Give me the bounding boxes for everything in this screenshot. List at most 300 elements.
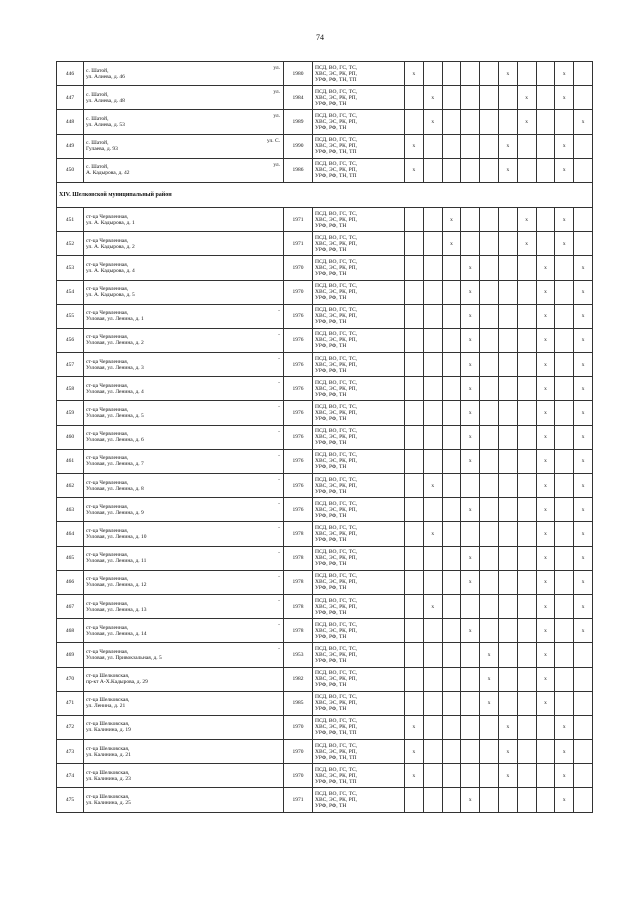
period-mark-cell [480, 86, 499, 110]
period-mark: x [468, 627, 472, 634]
address-cell [84, 232, 284, 256]
period-mark: x [562, 724, 566, 731]
period-mark-cell [574, 256, 593, 280]
address-cell [84, 667, 284, 691]
section-title: XIV. Шелковской муниципальный район [57, 182, 593, 207]
period-mark-cell [574, 788, 593, 812]
period-mark-cell [574, 377, 593, 401]
period-mark-cell [536, 546, 555, 570]
work-code-line: ПСД, ВО, ГС, ТС, [315, 234, 358, 241]
address-cell [84, 158, 284, 182]
period-mark-cell [423, 619, 442, 643]
year-built: 1980 [284, 62, 313, 86]
address-line-1: ст-ца Червленная, [86, 213, 129, 220]
row-number: 460 [57, 425, 84, 449]
section-header-row [57, 182, 593, 207]
period-mark-cell [498, 328, 517, 352]
work-code-line: ХВС, ЭС, РК, РП, [315, 651, 357, 658]
work-code-line: ХВС, ЭС, РК, РП, [315, 748, 357, 755]
address-line-2: пр-кт А-Х.Кадырова, д. 29 [86, 679, 148, 686]
work-code-line: УРФ, РФ, ТН [315, 657, 347, 664]
address-line-2: ул. А. Кадырова, д. 1 [86, 219, 135, 226]
period-mark-cell [480, 377, 499, 401]
year-built: 1976 [284, 328, 313, 352]
period-mark-cell [517, 764, 536, 788]
work-code-line: ХВС, ЭС, РК, РП, [315, 94, 357, 101]
period-mark-cell [442, 594, 461, 618]
period-mark-cell [517, 86, 536, 110]
period-mark-cell [423, 207, 442, 231]
period-mark-cell [536, 232, 555, 256]
period-mark: x [562, 70, 566, 77]
period-mark: x [581, 458, 585, 465]
period-mark-cell [574, 691, 593, 715]
period-mark-cell [480, 498, 499, 522]
work-code-line: УРФ, РФ, ТН [315, 464, 347, 471]
period-mark: x [450, 240, 453, 247]
address-suffix: ул. [273, 65, 280, 71]
row-number: 452 [57, 232, 84, 256]
period-mark-cell [405, 715, 424, 739]
period-mark-cell [498, 764, 517, 788]
work-code-line: ПСД, ВО, ГС, ТС, [315, 404, 358, 411]
period-mark-cell [480, 232, 499, 256]
row-number: 446 [57, 62, 84, 86]
period-mark: x [525, 216, 529, 223]
work-code-line: ХВС, ЭС, РК, РП, [315, 555, 357, 562]
period-mark-cell [574, 232, 593, 256]
row-number: 455 [57, 304, 84, 328]
year-built: 1978 [284, 522, 313, 546]
period-mark-cell [517, 304, 536, 328]
period-mark-cell [517, 134, 536, 158]
row-number: 464 [57, 522, 84, 546]
row-number: 461 [57, 449, 84, 473]
period-mark-cell [536, 498, 555, 522]
period-mark: x [468, 458, 472, 465]
period-mark-cell [423, 667, 442, 691]
period-mark-cell [498, 522, 517, 546]
period-mark-cell [442, 328, 461, 352]
period-mark-cell [555, 474, 574, 498]
work-codes [313, 207, 405, 231]
period-mark-cell [555, 740, 574, 764]
work-codes [313, 328, 405, 352]
address-line-1: ст-ца Червленная, [86, 237, 129, 244]
period-mark-cell [442, 788, 461, 812]
period-mark-cell [442, 207, 461, 231]
period-mark-cell [442, 353, 461, 377]
row-number: 463 [57, 498, 84, 522]
work-codes [313, 498, 405, 522]
address-line-1: ст-ца Червленная, [86, 334, 129, 341]
period-mark-cell [555, 280, 574, 304]
period-mark: x [581, 482, 585, 489]
work-code-line: УРФ, РФ, ТН [315, 561, 347, 568]
address-line-1: ст-ца Червленная, [86, 358, 129, 365]
work-codes [313, 62, 405, 86]
period-mark: x [506, 748, 510, 755]
period-mark-cell [517, 328, 536, 352]
table-row [57, 304, 593, 328]
period-mark-cell [536, 62, 555, 86]
period-mark-cell [461, 110, 480, 134]
address-line-1: ст-ца Червленная, [86, 286, 129, 293]
address-line-2: ул. Калинина, д. 25 [86, 800, 131, 807]
year-built: 1986 [284, 158, 313, 182]
work-code-line: ХВС, ЭС, РК, РП, [315, 361, 357, 368]
address-cell [84, 474, 284, 498]
work-codes [313, 764, 405, 788]
work-code-line: ХВС, ЭС, РК, РП, [315, 458, 357, 465]
address-suffix: - [278, 646, 280, 653]
period-mark-cell [405, 134, 424, 158]
period-mark-cell [555, 134, 574, 158]
address-suffix: ул. [273, 89, 280, 96]
address-line-1: ст-ца Червленная, [86, 310, 129, 317]
period-mark-cell [405, 546, 424, 570]
period-mark-cell [498, 134, 517, 158]
period-mark-cell [480, 280, 499, 304]
period-mark: x [506, 143, 510, 150]
work-code-line: УРФ, РФ, ТН [315, 803, 347, 810]
period-mark-cell [498, 788, 517, 812]
work-code-line: ХВС, ЭС, РК, РП, [315, 627, 357, 634]
address-cell [84, 619, 284, 643]
row-number: 457 [57, 353, 84, 377]
period-mark-cell [423, 788, 442, 812]
period-mark-cell [555, 764, 574, 788]
table-body-bottom [57, 207, 593, 812]
page-number: 74 [316, 33, 324, 42]
year-built: 1976 [284, 474, 313, 498]
period-mark-cell [574, 280, 593, 304]
work-code-line: ХВС, ЭС, РК, РП, [315, 216, 357, 223]
period-mark-cell [480, 474, 499, 498]
period-mark-cell [536, 449, 555, 473]
period-mark: x [412, 748, 416, 755]
table-row [57, 667, 593, 691]
work-code-line: ХВС, ЭС, РК, РП, [315, 603, 357, 610]
address-line-2: ул. Калинина, д. 19 [86, 727, 131, 734]
work-code-line: УРФ, РФ, ТН [315, 488, 347, 495]
period-mark-cell [442, 691, 461, 715]
work-code-line: ХВС, ЭС, РК, РП, [315, 506, 357, 513]
address-suffix: - [278, 501, 280, 508]
table-row [57, 498, 593, 522]
period-mark-cell [442, 474, 461, 498]
work-code-line: ХВС, ЭС, РК, РП, [315, 70, 357, 77]
work-codes [313, 425, 405, 449]
work-code-line: УРФ, РФ, ТН [315, 633, 347, 640]
address-line-2: ул. Алиева, д. 46 [86, 73, 125, 80]
work-codes [313, 86, 405, 110]
period-mark-cell [574, 207, 593, 231]
work-code-line: ХВС, ЭС, РК, РП, [315, 530, 357, 537]
period-mark-cell [423, 498, 442, 522]
period-mark-cell [423, 62, 442, 86]
row-number: 459 [57, 401, 84, 425]
period-mark-cell [423, 570, 442, 594]
period-mark: x [506, 70, 510, 77]
year-built: 1976 [284, 401, 313, 425]
period-mark: x [412, 772, 416, 779]
period-mark-cell [517, 667, 536, 691]
address-cell [84, 401, 284, 425]
work-code-line: ХВС, ЭС, РК, РП, [315, 289, 357, 296]
address-line-2: Узловая, ул. Ленина, д. 8 [86, 485, 144, 492]
address-suffix: - [278, 356, 280, 363]
period-mark-cell [536, 425, 555, 449]
period-mark: x [581, 264, 585, 271]
period-mark: x [431, 94, 435, 101]
period-mark-cell [423, 110, 442, 134]
period-mark-cell [480, 449, 499, 473]
year-built: 1989 [284, 110, 313, 134]
row-number: 454 [57, 280, 84, 304]
year-built: 1982 [284, 667, 313, 691]
work-code-line: УРФ, РФ, ТН, ТП [315, 754, 357, 761]
work-code-line: ХВС, ЭС, РК, РП, [315, 385, 357, 392]
period-mark-cell [461, 328, 480, 352]
period-mark-cell [574, 619, 593, 643]
row-number: 456 [57, 328, 84, 352]
period-mark-cell [423, 594, 442, 618]
address-line-2: Узловая, ул. Ленина, д. 3 [86, 364, 144, 371]
period-mark: x [431, 530, 435, 537]
period-mark-cell [442, 280, 461, 304]
work-code-line: УРФ, РФ, ТН [315, 585, 347, 592]
period-mark-cell [536, 740, 555, 764]
period-mark-cell [423, 86, 442, 110]
table-row [57, 740, 593, 764]
period-mark: x [468, 264, 472, 271]
period-mark-cell [517, 594, 536, 618]
period-mark-cell [498, 546, 517, 570]
work-code-line: ПСД, ВО, ГС, ТС, [315, 88, 358, 95]
period-mark-cell [405, 328, 424, 352]
work-code-line: ХВС, ЭС, РК, РП, [315, 700, 357, 707]
address-suffix: - [278, 380, 280, 387]
period-mark: x [581, 410, 585, 417]
address-line-1: ст-ца Шелковская, [86, 794, 130, 801]
period-mark-cell [498, 304, 517, 328]
period-mark-cell [442, 232, 461, 256]
period-mark-cell [555, 328, 574, 352]
period-mark-cell [423, 425, 442, 449]
period-mark-cell [555, 570, 574, 594]
period-mark-cell [423, 304, 442, 328]
work-code-line: ПСД, ВО, ГС, ТС, [315, 307, 358, 314]
period-mark-cell [461, 207, 480, 231]
table-row [57, 788, 593, 812]
work-code-line: УРФ, РФ, ТН [315, 609, 347, 616]
period-mark-cell [461, 474, 480, 498]
period-mark-cell [423, 280, 442, 304]
period-mark: x [544, 410, 547, 417]
address-cell [84, 788, 284, 812]
period-mark: x [544, 651, 547, 658]
work-codes [313, 546, 405, 570]
period-mark-cell [480, 619, 499, 643]
period-mark-cell [461, 158, 480, 182]
period-mark: x [468, 337, 472, 344]
period-mark-cell [574, 474, 593, 498]
year-built: 1970 [284, 740, 313, 764]
period-mark-cell [480, 667, 499, 691]
period-mark-cell [536, 522, 555, 546]
work-code-line: УРФ, РФ, ТН [315, 512, 347, 519]
period-mark-cell [405, 110, 424, 134]
period-mark: x [544, 579, 547, 586]
period-mark-cell [405, 667, 424, 691]
address-suffix: - [278, 404, 280, 411]
work-codes [313, 643, 405, 667]
work-code-line: ХВС, ЭС, РК, РП, [315, 313, 357, 320]
period-mark-cell [555, 425, 574, 449]
period-mark-cell [498, 643, 517, 667]
work-code-line: УРФ, РФ, ТН, ТП [315, 149, 357, 156]
period-mark-cell [480, 522, 499, 546]
work-codes [313, 304, 405, 328]
address-cell [84, 643, 284, 667]
period-mark-cell [536, 353, 555, 377]
period-mark: x [412, 143, 416, 150]
period-mark: x [581, 530, 585, 537]
address-cell [84, 522, 284, 546]
period-mark-cell [442, 86, 461, 110]
work-code-line: ПСД, ВО, ГС, ТС, [315, 524, 358, 531]
work-code-line: ХВС, ЭС, РК, РП, [315, 410, 357, 417]
work-code-line: УРФ, РФ, ТН [315, 295, 347, 302]
address-line-2: ул. А. Кадырова, д. 5 [86, 292, 135, 299]
period-mark-cell [536, 691, 555, 715]
period-mark-cell [423, 764, 442, 788]
period-mark-cell [423, 377, 442, 401]
period-mark-cell [461, 546, 480, 570]
period-mark-cell [405, 353, 424, 377]
work-code-line: УРФ, РФ, ТН, ТП [315, 173, 357, 180]
period-mark-cell [423, 691, 442, 715]
work-code-line: ПСД, ВО, ГС, ТС, [315, 428, 358, 435]
period-mark-cell [405, 740, 424, 764]
work-code-line: ХВС, ЭС, РК, РП, [315, 143, 357, 150]
work-code-line: ХВС, ЭС, РК, РП, [315, 482, 357, 489]
address-cell [84, 691, 284, 715]
work-codes [313, 280, 405, 304]
work-code-line: УРФ, РФ, ТН [315, 367, 347, 374]
period-mark-cell [555, 498, 574, 522]
address-line-1: ст-ца Шелковская, [86, 697, 130, 704]
work-code-line: ПСД, ВО, ГС, ТС, [315, 694, 358, 701]
year-built: 1978 [284, 546, 313, 570]
period-mark: x [487, 676, 491, 683]
period-mark-cell [461, 62, 480, 86]
period-mark-cell [498, 62, 517, 86]
period-mark: x [544, 676, 547, 683]
period-mark: x [544, 385, 547, 392]
period-mark-cell [536, 86, 555, 110]
period-mark-cell [517, 498, 536, 522]
period-mark-cell [461, 498, 480, 522]
address-line-1: ст-ца Червленная, [86, 479, 129, 486]
period-mark-cell [555, 788, 574, 812]
address-line-1: ст-ца Шелковская, [86, 745, 130, 752]
period-mark-cell [405, 425, 424, 449]
address-suffix: - [278, 549, 280, 556]
period-mark-cell [555, 256, 574, 280]
table-row [57, 619, 593, 643]
section-header-group [57, 182, 593, 207]
row-number: 453 [57, 256, 84, 280]
period-mark-cell [442, 715, 461, 739]
work-codes [313, 353, 405, 377]
period-mark-cell [574, 594, 593, 618]
period-mark-cell [423, 158, 442, 182]
period-mark-cell [555, 691, 574, 715]
table-row [57, 280, 593, 304]
address-line-2: Узловая, ул. Ленина, д. 5 [86, 413, 144, 420]
period-mark-cell [480, 256, 499, 280]
period-mark-cell [555, 110, 574, 134]
period-mark-cell [536, 619, 555, 643]
work-code-line: УРФ, РФ, ТН [315, 682, 347, 689]
period-mark-cell [536, 256, 555, 280]
period-mark: x [544, 700, 547, 707]
period-mark-cell [498, 594, 517, 618]
period-mark-cell [555, 667, 574, 691]
address-cell [84, 546, 284, 570]
period-mark: x [431, 603, 435, 610]
address-suffix: - [278, 597, 280, 604]
work-code-line: ПСД, ВО, ГС, ТС, [315, 670, 358, 677]
period-mark-cell [536, 304, 555, 328]
table-row [57, 256, 593, 280]
row-number: 472 [57, 715, 84, 739]
period-mark-cell [461, 304, 480, 328]
work-code-line: ПСД, ВО, ГС, ТС, [315, 283, 358, 290]
period-mark-cell [517, 449, 536, 473]
address-line-1: с. Шатой, [86, 140, 109, 147]
period-mark-cell [442, 134, 461, 158]
period-mark: x [431, 118, 435, 125]
address-line-2: ул. Калинина, д. 21 [86, 751, 131, 758]
period-mark-cell [480, 740, 499, 764]
table-row [57, 328, 593, 352]
period-mark-cell [555, 594, 574, 618]
period-mark-cell [423, 256, 442, 280]
period-mark-cell [442, 522, 461, 546]
address-cell [84, 134, 284, 158]
period-mark: x [581, 506, 585, 513]
period-mark: x [562, 167, 566, 174]
period-mark-cell [498, 425, 517, 449]
work-code-line: УРФ, РФ, ТН [315, 319, 347, 326]
period-mark-cell [536, 134, 555, 158]
address-line-1: ст-ца Червленная, [86, 600, 129, 607]
period-mark: x [581, 555, 585, 562]
period-mark-cell [461, 522, 480, 546]
period-mark-cell [442, 546, 461, 570]
period-mark-cell [442, 740, 461, 764]
address-suffix: ул. С. [266, 137, 280, 144]
period-mark: x [468, 289, 472, 296]
period-mark: x [544, 289, 547, 296]
period-mark-cell [536, 764, 555, 788]
period-mark-cell [555, 304, 574, 328]
period-mark-cell [423, 474, 442, 498]
address-suffix: - [278, 452, 280, 459]
